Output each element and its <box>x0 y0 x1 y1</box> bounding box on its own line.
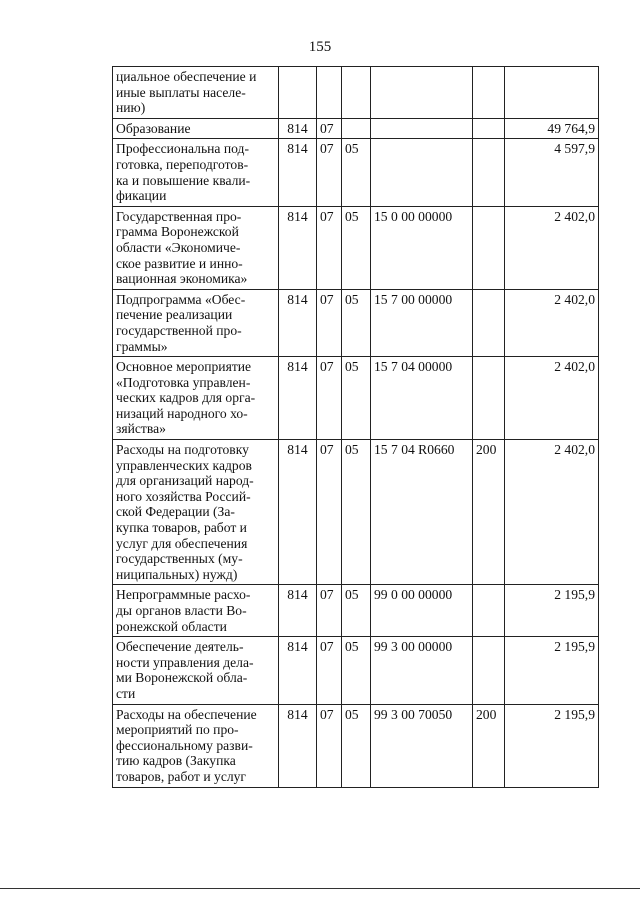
cell-expense-type <box>473 637 505 704</box>
cell-subsection-code: 05 <box>342 206 371 289</box>
cell-item-name <box>113 67 279 119</box>
item-name-line: граммы» <box>116 338 168 354</box>
item-name-line: сти <box>116 685 136 701</box>
cell-amount: 2 402,0 <box>505 206 599 289</box>
item-name-line: ка и повышение квали- <box>116 172 251 188</box>
cell-section-code: 07 <box>317 139 342 206</box>
cell-expense-type <box>473 357 505 440</box>
cell-subsection-code: 05 <box>342 704 371 787</box>
item-name-line: ронежской области <box>116 618 227 634</box>
cell-item-name <box>113 118 279 139</box>
cell-target-article: 15 7 04 R0660 <box>371 440 473 585</box>
table-row <box>113 357 599 440</box>
cell-department-code <box>279 67 317 119</box>
cell-amount: 2 195,9 <box>505 637 599 704</box>
cell-target-article <box>371 139 473 206</box>
cell-item-name <box>113 357 279 440</box>
cell-expense-type: 200 <box>473 440 505 585</box>
cell-item-name <box>113 637 279 704</box>
item-name-line: государственной про- <box>116 322 242 338</box>
item-name-line: услуг для обеспечения <box>116 535 248 551</box>
cell-expense-type <box>473 118 505 139</box>
cell-expense-type: 200 <box>473 704 505 787</box>
item-name-line: фикации <box>116 188 167 204</box>
cell-section-code: 07 <box>317 585 342 637</box>
cell-item-name <box>113 585 279 637</box>
cell-subsection-code: 05 <box>342 440 371 585</box>
cell-expense-type <box>473 206 505 289</box>
table-row <box>113 637 599 704</box>
cell-amount <box>505 67 599 119</box>
cell-item-name <box>113 704 279 787</box>
item-name-line: ниципальных) нужд) <box>116 566 238 582</box>
cell-department-code: 814 <box>279 585 317 637</box>
budget-table <box>112 66 599 788</box>
cell-subsection-code: 05 <box>342 289 371 356</box>
cell-expense-type <box>473 67 505 119</box>
item-name-line: циальное обеспечение и <box>116 69 257 84</box>
cell-section-code <box>317 67 342 119</box>
item-name-line: ного хозяйства Россий- <box>116 488 251 504</box>
cell-department-code: 814 <box>279 357 317 440</box>
item-name-line: печение реализации <box>116 307 233 323</box>
item-name-line: мероприятий по про- <box>116 722 239 738</box>
item-name-line: ности управления дела- <box>116 654 254 670</box>
cell-section-code: 07 <box>317 118 342 139</box>
item-name-line: готовка, переподготов- <box>116 156 249 172</box>
item-name-line: Расходы на подготовку <box>116 442 249 458</box>
table-row <box>113 206 599 289</box>
budget-table-body <box>113 67 599 788</box>
cell-subsection-code: 05 <box>342 357 371 440</box>
item-name-line: для организаций народ- <box>116 473 254 489</box>
cell-department-code: 814 <box>279 704 317 787</box>
table-row <box>113 67 599 119</box>
cell-item-name <box>113 206 279 289</box>
cell-amount: 49 764,9 <box>505 118 599 139</box>
item-name-line: Государственная про- <box>116 208 242 224</box>
item-name-line: грамма Воронежской <box>116 224 239 240</box>
item-name-line: зяйства» <box>116 421 166 437</box>
cell-amount: 2 402,0 <box>505 289 599 356</box>
cell-amount: 2 402,0 <box>505 440 599 585</box>
cell-subsection-code: 05 <box>342 585 371 637</box>
cell-target-article <box>371 67 473 119</box>
cell-section-code: 07 <box>317 357 342 440</box>
cell-target-article <box>371 118 473 139</box>
cell-target-article: 99 3 00 00000 <box>371 637 473 704</box>
item-name-line: фессиональному разви- <box>116 737 253 753</box>
item-name-line: Подпрограмма «Обес- <box>116 291 246 307</box>
item-name-line: государственных (му- <box>116 551 243 567</box>
cell-section-code: 07 <box>317 637 342 704</box>
item-name-line: Расходы на обеспечение <box>116 706 257 722</box>
cell-amount: 2 195,9 <box>505 585 599 637</box>
cell-department-code: 814 <box>279 139 317 206</box>
table-row <box>113 289 599 356</box>
cell-target-article: 99 0 00 00000 <box>371 585 473 637</box>
table-row <box>113 440 599 585</box>
item-name-line: товаров, работ и услуг <box>116 768 247 784</box>
item-name-line: области «Экономиче- <box>116 239 241 255</box>
cell-amount: 4 597,9 <box>505 139 599 206</box>
cell-target-article: 15 7 04 00000 <box>371 357 473 440</box>
cell-department-code: 814 <box>279 440 317 585</box>
item-name-line: ческих кадров для орга- <box>116 390 256 406</box>
table-row <box>113 585 599 637</box>
cell-target-article: 15 0 00 00000 <box>371 206 473 289</box>
item-name-line: низаций народного хо- <box>116 405 248 421</box>
cell-target-article: 99 3 00 70050 <box>371 704 473 787</box>
cell-item-name <box>113 440 279 585</box>
cell-section-code: 07 <box>317 704 342 787</box>
cell-department-code: 814 <box>279 637 317 704</box>
item-name-line: иные выплаты населе- <box>116 84 246 100</box>
cell-subsection-code: 05 <box>342 139 371 206</box>
cell-amount: 2 195,9 <box>505 704 599 787</box>
item-name-line: «Подготовка управлен- <box>116 374 251 390</box>
cell-department-code: 814 <box>279 289 317 356</box>
cell-amount: 2 402,0 <box>505 357 599 440</box>
cell-department-code: 814 <box>279 118 317 139</box>
item-name-line: Профессиональна под- <box>116 141 249 157</box>
item-name-line: ское развитие и инно- <box>116 255 243 271</box>
page-number: 155 <box>308 39 332 55</box>
cell-section-code: 07 <box>317 206 342 289</box>
cell-expense-type <box>473 289 505 356</box>
item-name-line: Обеспечение деятель- <box>116 639 244 655</box>
cell-section-code: 07 <box>317 289 342 356</box>
table-row <box>113 704 599 787</box>
cell-expense-type <box>473 139 505 206</box>
cell-target-article: 15 7 00 00000 <box>371 289 473 356</box>
item-name-line: Образование <box>116 120 191 136</box>
item-name-line: нию) <box>116 100 146 116</box>
item-name-line: ды органов власти Во- <box>116 603 247 618</box>
item-name-line: управленческих кадров <box>116 457 252 473</box>
cell-expense-type <box>473 585 505 637</box>
item-name-line: Непрограммные расхо- <box>116 587 251 603</box>
cell-subsection-code <box>342 118 371 139</box>
item-name-line: тию кадров (Закупка <box>116 753 236 769</box>
cell-department-code: 814 <box>279 206 317 289</box>
item-name-line: купка товаров, работ и <box>116 520 247 536</box>
cell-item-name <box>113 139 279 206</box>
table-row <box>113 118 599 139</box>
table-row <box>113 139 599 206</box>
item-name-line: Основное мероприятие <box>116 359 252 375</box>
cell-subsection-code: 05 <box>342 637 371 704</box>
cell-item-name <box>113 289 279 356</box>
cell-section-code: 07 <box>317 440 342 585</box>
footer-rule <box>0 888 640 889</box>
item-name-line: ми Воронежской обла- <box>116 670 248 686</box>
item-name-line: вационная экономика» <box>116 271 248 287</box>
cell-subsection-code <box>342 67 371 119</box>
item-name-line: ской Федерации (За- <box>116 504 235 520</box>
